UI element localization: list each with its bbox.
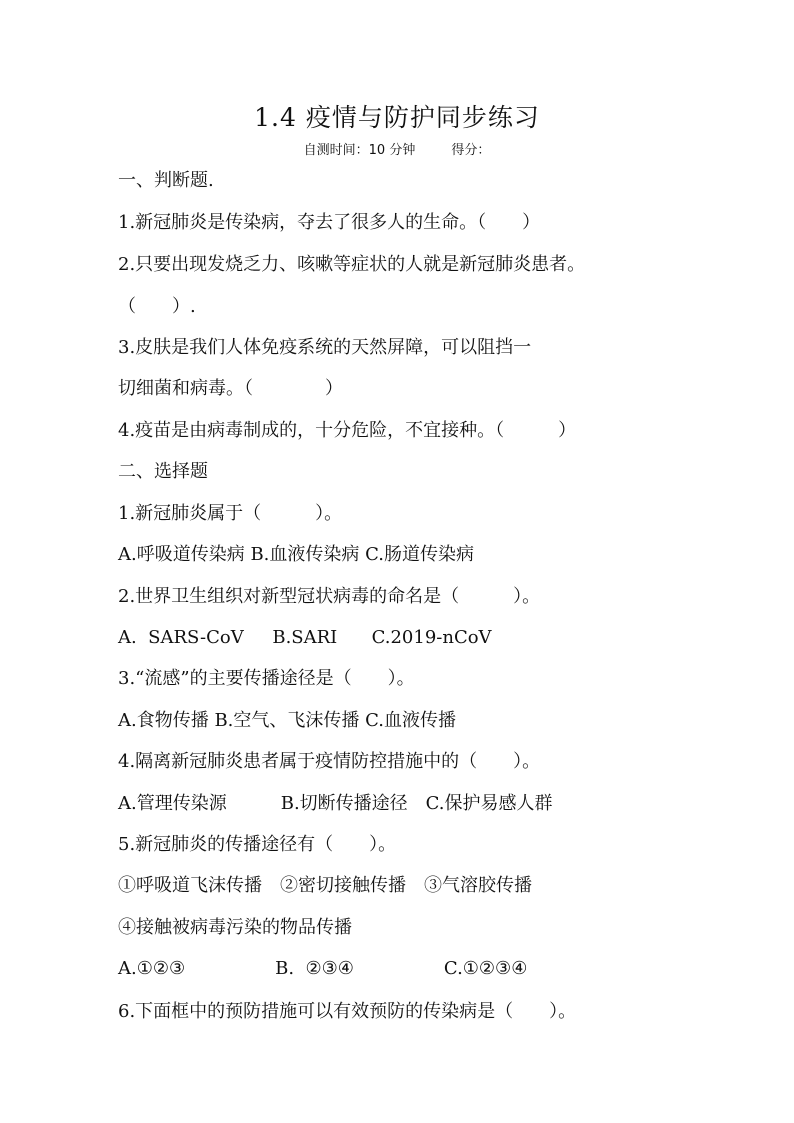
options-line: A.管理传染源 B.切断传播途径 C.保护易感人群: [118, 793, 553, 814]
options-line: A. SARS-CoV B.SARI C.2019-nCoV: [118, 627, 492, 648]
question-line: 2.世界卫生组织对新型冠状病毒的命名是（ ）。: [118, 586, 541, 607]
answer-blank-line: （ ）.: [118, 296, 196, 317]
question-line: 3.“流感”的主要传播途径是（ ）。: [118, 668, 415, 689]
page-title: 1.4 疫情与防护同步练习: [254, 103, 540, 132]
question-line: 5.新冠肺炎的传播途径有（ ）。: [118, 834, 397, 855]
options-line: A.呼吸道传染病 B.血液传染病 C.肠道传染病: [118, 544, 474, 565]
question-line: 4.疫苗是由病毒制成的，十分危险，不宜接种。（ ）: [118, 420, 577, 441]
question-line: 切细菌和病毒。（ ）: [118, 378, 343, 399]
question-line: 3.皮肤是我们人体免疫系统的天然屏障，可以阻挡一: [118, 337, 532, 358]
score-label: 得分：: [451, 143, 491, 158]
question-line: 6.下面框中的预防措施可以有效预防的传染病是（ ）。: [118, 1001, 577, 1022]
options-line: A.食物传播 B.空气、飞沫传播 C.血液传播: [118, 710, 456, 731]
question-line: 4.隔离新冠肺炎患者属于疫情防控措施中的（ ）。: [118, 751, 541, 772]
section-heading-true-false: 一、判断题.: [118, 170, 214, 191]
question-line: 1.新冠肺炎是传染病，夺去了很多人的生命。（ ）: [118, 212, 541, 233]
statement-line: ①呼吸道飞沫传播 ②密切接触传播 ③气溶胶传播: [118, 875, 532, 896]
subtitle: [0, 139, 794, 158]
question-line: 2.只要出现发烧乏力、咳嗽等症状的人就是新冠肺炎患者。: [118, 254, 586, 275]
time-label: 自测时间：10 分钟: [303, 143, 416, 158]
question-line: 1.新冠肺炎属于（ ）。: [118, 503, 343, 524]
section-heading-choice: 二、选择题: [118, 461, 208, 482]
statement-line: ④接触被病毒污染的物品传播: [118, 917, 352, 938]
options-line: A.①②③ B. ②③④ C.①②③④: [118, 958, 528, 979]
